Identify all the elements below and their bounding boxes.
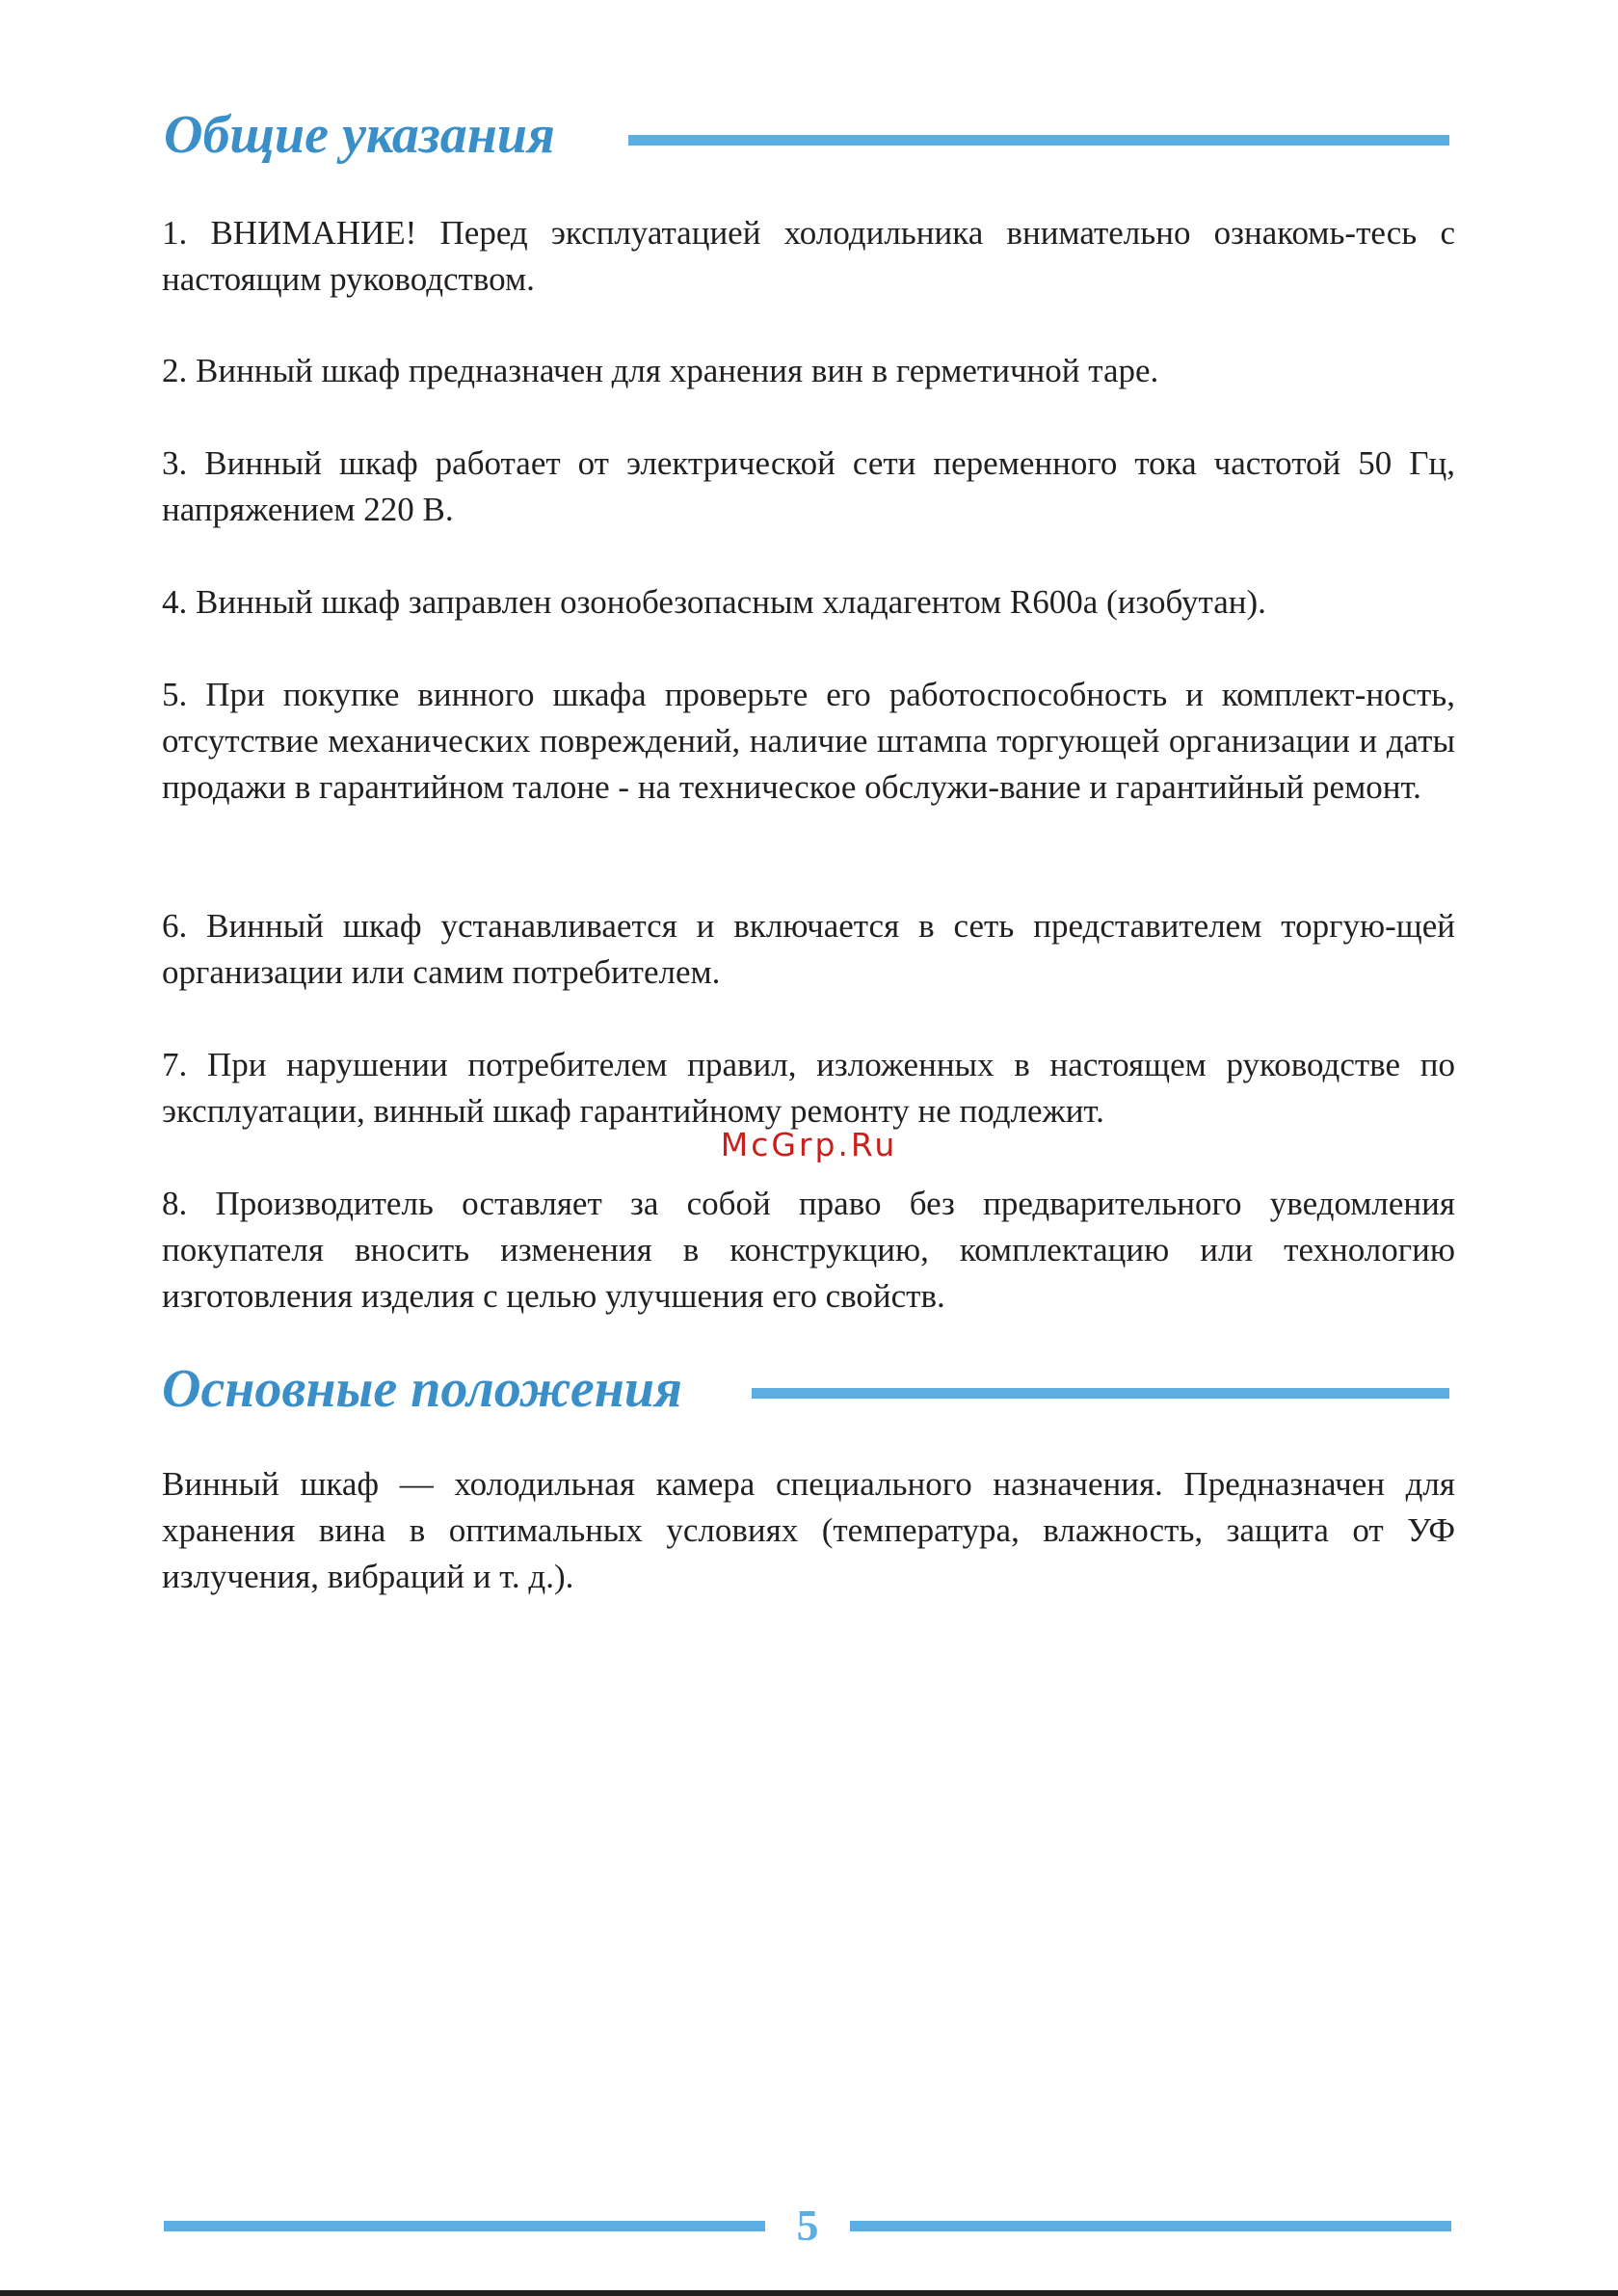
page-bottom-edge xyxy=(0,2290,1618,2296)
general-item-8: 8. Производитель оставляет за собой право без предварительного уведомления покупателя вносить изменения в конструкцию, комплектацию или технологию изготовления изделия с целью улучшения его свойств. xyxy=(162,1185,1455,1315)
general-item-1: 1. ВНИМАНИЕ! Перед эксплуатацией холодильника внимательно ознакомь-тесь с настоящим руководством. xyxy=(162,214,1455,298)
footer-rule-left xyxy=(164,2221,765,2231)
general-item-5: 5. При покупке винного шкафа проверьте его работоспособность и комплект-ность, отсутствие механических повреждений, наличие штампа торгующей организации и даты продажи в гарантийном талоне - на техническое обслужи-вание и гарантийный ремонт. xyxy=(162,676,1455,806)
watermark: McGrp.Ru xyxy=(720,1126,898,1163)
general-item-7: 7. При нарушении потребителем правил, изложенных в настоящем руководстве по эксплуатации, винный шкаф гарантийному ремонту не подлежит. xyxy=(162,1046,1455,1130)
page-number: 5 xyxy=(796,2201,819,2250)
title-rule-general xyxy=(628,135,1449,146)
section-title-general: Общие указания xyxy=(164,105,555,165)
basic-text: Винный шкаф — холодильная камера специального назначения. Предназначен для хранения вина в оптимальных условиях (температура, влажность, защита от УФ излучения, вибраций и т. д.). xyxy=(162,1465,1455,1595)
title-rule-basic xyxy=(752,1388,1449,1399)
section-title-basic: Основные положения xyxy=(162,1359,682,1419)
general-item-2: 2. Винный шкаф предназначен для хранения вин в герметичной таре. xyxy=(162,352,1159,389)
footer-rule-right xyxy=(850,2221,1451,2231)
general-item-4: 4. Винный шкаф заправлен озонобезопасным хладагентом R600a (изобутан). xyxy=(162,583,1266,621)
general-item-3: 3. Винный шкаф работает от электрической сети переменного тока частотой 50 Гц, напряжением 220 В. xyxy=(162,444,1455,528)
general-item-6: 6. Винный шкаф устанавливается и включается в сеть представителем торгую-щей организации или самим потребителем. xyxy=(162,907,1455,991)
